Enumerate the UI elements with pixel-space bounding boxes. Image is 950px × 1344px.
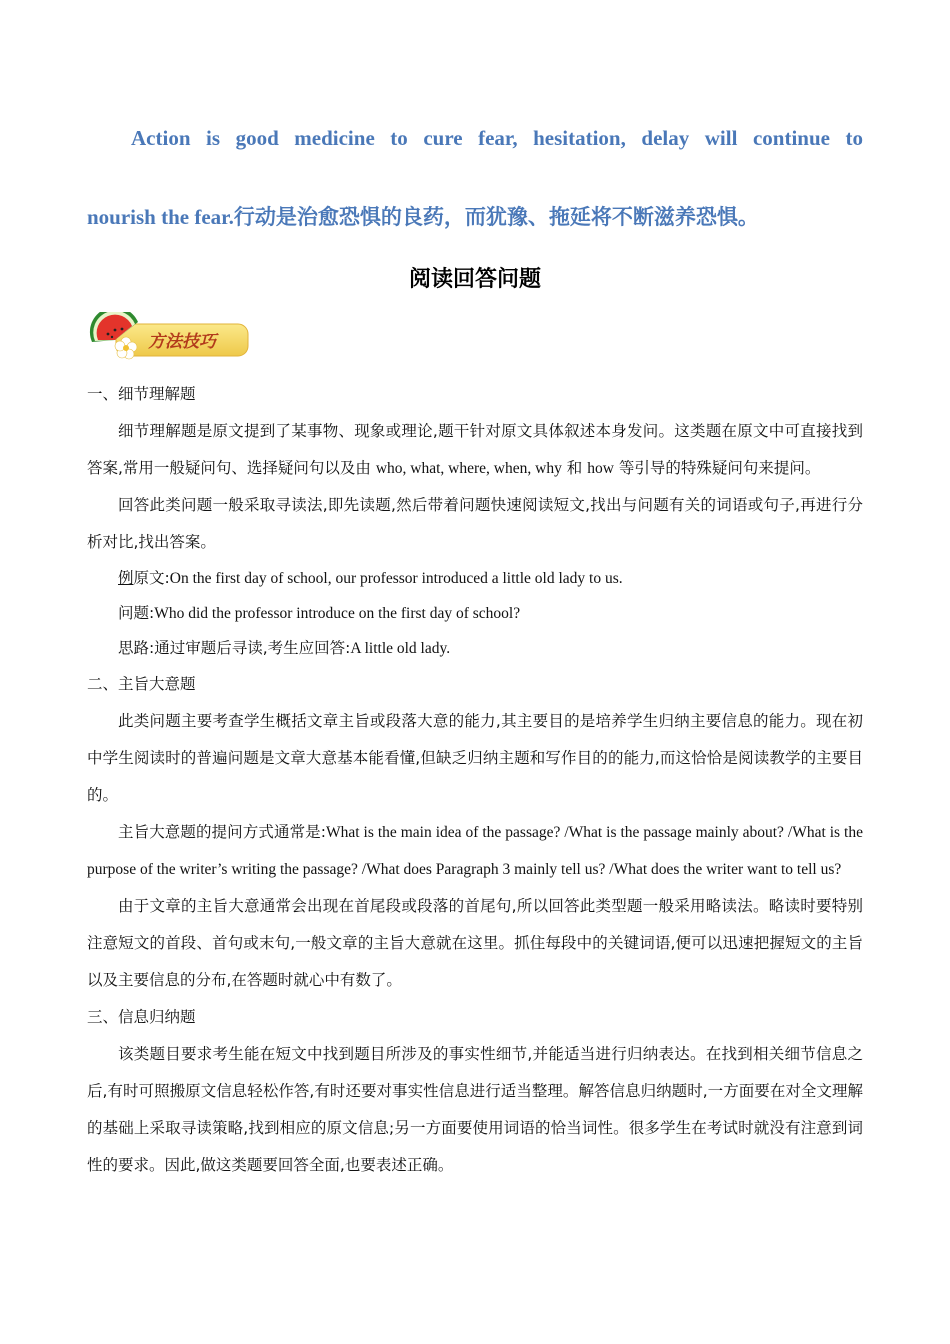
example-question: 问题:Who did the professor introduce on the first day of school? <box>118 604 521 622</box>
watermelon-icon <box>88 312 252 362</box>
section-heading: 三、信息归纳题 <box>87 1008 196 1026</box>
quote-line-1: Action is good medicine to cure fear, hesitation, delay will continue to <box>131 126 863 150</box>
paragraph: 由于文章的主旨大意通常会出现在首尾段或段落的首尾句,所以回答此类型题一般采用略读法。略读时要特别注意短文的首段、首句或末句,一般文章的主旨大意就在这里。抓住每段中的关键词语,便可以迅速把握短文的主旨以及主要信息的分布,在答题时就心中有数了。 <box>87 897 863 989</box>
section-heading: 一、细节理解题 <box>87 385 196 403</box>
paragraph: 该类题目要求考生能在短文中找到题目所涉及的事实性细节,并能适当进行归纳表达。在找到相关细节信息之后,有时可照搬原文信息轻松作答,有时还要对事实性信息进行适当整理。解答信息归纳题时,一方面要在对全文理解的基础上采取寻读策略,找到相应的原文信息;另一方面要使用词语的恰当词性。很多学生在考试时就没有注意到词性的要求。因此,做这类题要回答全面,也要表述正确。 <box>87 1045 863 1174</box>
badge-label: 方法技巧 <box>148 332 216 352</box>
paragraph: 细节理解题是原文提到了某事物、现象或理论,题干针对原文具体叙述本身发问。这类题在原文中可直接找到答案,常用一般疑问句、选择疑问句以及由 who, what, where, when, why 和 how 等引导的特殊疑问句来提问。 <box>87 422 863 477</box>
paragraph: 回答此类问题一般采取寻读法,即先读题,然后带着问题快速阅读短文,找出与问题有关的词语或句子,再进行分析对比,找出答案。 <box>87 496 863 551</box>
example-source: 例原文:On the first day of school, our professor introduced a little old lady to us. <box>118 569 623 587</box>
example-answer: 思路:通过审题后寻读,考生应回答:A little old lady. <box>118 639 451 657</box>
paragraph: 此类问题主要考查学生概括文章主旨或段落大意的能力,其主要目的是培养学生归纳主要信息的能力。现在初中学生阅读时的普遍问题是文章大意基本能看懂,但缺乏归纳主题和写作目的的能力,而这恰恰是阅读教学的主要目的。 <box>87 712 863 804</box>
quote-line-2: nourish the fear.行动是治愈恐惧的良药，而犹豫、拖延将不断滋养恐惧。 <box>87 205 759 229</box>
method-tips-badge <box>88 312 252 362</box>
paragraph: 主旨大意题的提问方式通常是:What is the main idea of the passage? /What is the passage mainly about? /What is the purpose of the writer’s writing the passage? /What does Paragraph 3 mainly tell us? /What does the writer want to tell us? <box>87 823 863 878</box>
page-title: 阅读回答问题 <box>408 267 541 292</box>
article-body <box>87 376 863 1184</box>
section-heading: 二、主旨大意题 <box>87 675 196 693</box>
